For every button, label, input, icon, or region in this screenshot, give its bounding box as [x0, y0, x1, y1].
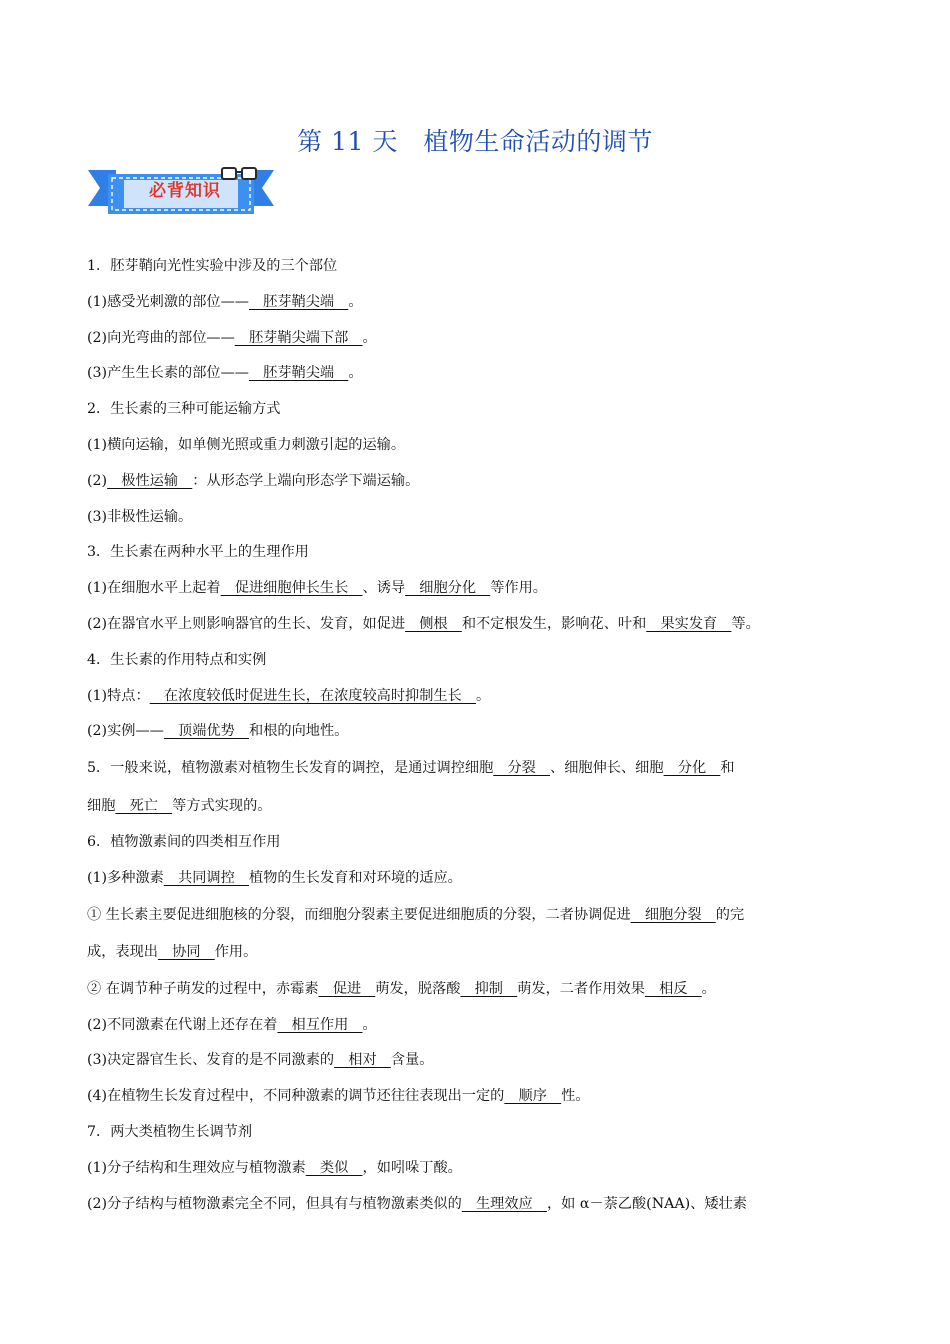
answer-blank: 胚芽鞘尖端下部 — [234, 329, 363, 346]
line-text: (3)决定器官生长、发育的是不同激素的 — [87, 1052, 335, 1069]
line-text: 等方式实现的。 — [172, 797, 272, 814]
line-text: 和不定根发生，影响花、叶和 — [461, 615, 647, 632]
line-text: 萌发，二者作用效果 — [517, 980, 645, 997]
page-title: 第 11 天 植物生命活动的调节 — [297, 127, 653, 156]
text-line — [87, 788, 877, 826]
text-line — [87, 535, 877, 571]
line-text: 、细胞伸长、细胞 — [550, 760, 664, 777]
answer-blank: 胚芽鞘尖端 — [248, 293, 349, 310]
line-text: 4．生长素的作用特点和实例 — [87, 651, 267, 668]
line-text: 。 — [362, 1016, 377, 1033]
line-text: (2)向光弯曲的部位—— — [87, 329, 235, 346]
section-banner — [86, 160, 276, 224]
text-line — [87, 1187, 877, 1223]
answer-blank: 相互作用 — [277, 1016, 363, 1033]
banner-label: 必背知识 — [149, 181, 221, 201]
text-line — [87, 934, 877, 972]
line-text: 和 — [720, 760, 735, 777]
answer-blank: 顶端优势 — [163, 723, 249, 740]
knowledge-list — [87, 249, 877, 1222]
text-line — [87, 897, 877, 935]
answer-blank: 分裂 — [493, 760, 551, 777]
answer-blank: 细胞分化 — [405, 580, 491, 597]
line-text: 5．一般来说，植物激素对植物生长发育的调控，是通过调控细胞 — [87, 760, 494, 777]
text-line — [87, 392, 877, 428]
text-line — [87, 972, 877, 1008]
line-text: 性。 — [561, 1088, 590, 1105]
text-line — [87, 571, 877, 607]
line-text: 。 — [348, 365, 363, 382]
line-text: 1．胚芽鞘向光性实验中涉及的三个部位 — [87, 258, 338, 274]
line-text: (1)在细胞水平上起着 — [87, 580, 221, 597]
text-line — [87, 714, 877, 750]
answer-blank: 极性运输 — [107, 472, 193, 489]
answer-blank: 胚芽鞘尖端 — [248, 365, 349, 382]
line-text: (1)感受光刺激的部位—— — [87, 293, 249, 310]
line-text: ：从形态学上端向形态学下端运输。 — [192, 472, 420, 489]
text-line — [87, 1151, 877, 1187]
text-line — [87, 285, 877, 321]
line-text: 、诱导 — [362, 580, 406, 597]
text-line — [87, 861, 877, 897]
answer-blank: 侧根 — [405, 615, 462, 632]
line-text: (1)横向运输，如单侧光照或重力刺激引起的运输。 — [87, 436, 406, 453]
line-text: (2) — [87, 472, 108, 489]
text-line — [87, 249, 877, 285]
line-text: 。 — [701, 980, 716, 997]
line-text: 成，表现出 — [87, 944, 158, 961]
line-text: ，如 α－萘乙酸(NAA)、矮壮素 — [546, 1195, 747, 1212]
line-text: 。 — [362, 329, 377, 346]
answer-blank: 细胞分裂 — [630, 906, 716, 923]
line-text: 细胞 — [87, 797, 116, 814]
text-line — [87, 750, 877, 788]
text-line — [87, 1043, 877, 1079]
line-text: 等作用。 — [490, 580, 547, 597]
line-text: 植物的生长发育和对环境的适应。 — [249, 869, 462, 886]
line-text: (4)在植物生长发育过程中，不同种激素的调节还往往表现出一定的 — [87, 1088, 505, 1105]
text-line — [87, 1079, 877, 1115]
line-text: (2)在器官水平上则影响器官的生长、发育，如促进 — [87, 615, 406, 632]
line-text: (2)分子结构与植物激素完全不同，但具有与植物激素类似的 — [87, 1195, 462, 1212]
answer-blank: 顺序 — [504, 1088, 562, 1105]
line-text: 。 — [476, 687, 491, 704]
answer-blank: 在浓度较低时促进生长，在浓度较高时抑制生长 — [149, 687, 476, 704]
answer-blank: 生理效应 — [461, 1195, 547, 1212]
answer-blank: 死亡 — [115, 797, 173, 814]
line-text: 萌发，脱落酸 — [375, 980, 461, 997]
text-line — [87, 679, 877, 715]
line-text: 含量。 — [390, 1052, 434, 1069]
line-text: 的完 — [715, 906, 745, 923]
line-text: 和根的向地性。 — [249, 723, 349, 740]
line-text: (2)实例—— — [87, 723, 164, 740]
line-text: (2)不同激素在代谢上还存在着 — [87, 1016, 278, 1033]
answer-blank: 分化 — [663, 760, 721, 777]
line-text: 等。 — [731, 615, 760, 632]
line-text: 。 — [348, 293, 363, 310]
answer-blank: 共同调控 — [163, 869, 249, 886]
line-text: (1)特点： — [87, 687, 150, 704]
line-text: 2．生长素的三种可能运输方式 — [87, 401, 281, 418]
answer-blank: 果实发育 — [646, 615, 732, 632]
text-line — [87, 500, 877, 536]
answer-blank: 协同 — [157, 944, 215, 961]
answer-blank: 促进细胞伸长生长 — [220, 580, 363, 597]
line-text: 3．生长素在两种水平上的生理作用 — [87, 544, 309, 561]
text-line — [87, 825, 877, 861]
text-line — [87, 1115, 877, 1151]
answer-blank: 抑制 — [460, 980, 518, 997]
text-line — [87, 643, 877, 679]
answer-blank: 相对 — [334, 1052, 391, 1069]
answer-blank: 促进 — [318, 980, 376, 997]
line-text: 6．植物激素间的四类相互作用 — [87, 834, 281, 851]
line-text: (1)多种激素 — [87, 869, 164, 886]
text-line — [87, 428, 877, 464]
line-text: ② 在调节种子萌发的过程中，赤霉素 — [87, 980, 319, 997]
line-text: 作用。 — [214, 944, 258, 961]
text-line — [87, 1008, 877, 1044]
line-text: 7．两大类植物生长调节剂 — [87, 1123, 253, 1140]
answer-blank: 相反 — [644, 980, 702, 997]
text-line — [87, 321, 877, 357]
line-text: (3)产生生长素的部位—— — [87, 365, 249, 382]
answer-blank: 类似 — [305, 1159, 363, 1176]
line-text: ① 生长素主要促进细胞核的分裂，而细胞分裂素主要促进细胞质的分裂，二者协调促进 — [87, 906, 631, 923]
line-text: ，如吲哚丁酸。 — [362, 1159, 462, 1176]
line-text: (3)非极性运输。 — [87, 508, 193, 525]
text-line — [87, 464, 877, 500]
line-text: (1)分子结构和生理效应与植物激素 — [87, 1159, 306, 1176]
text-line — [87, 356, 877, 392]
text-line — [87, 607, 877, 643]
